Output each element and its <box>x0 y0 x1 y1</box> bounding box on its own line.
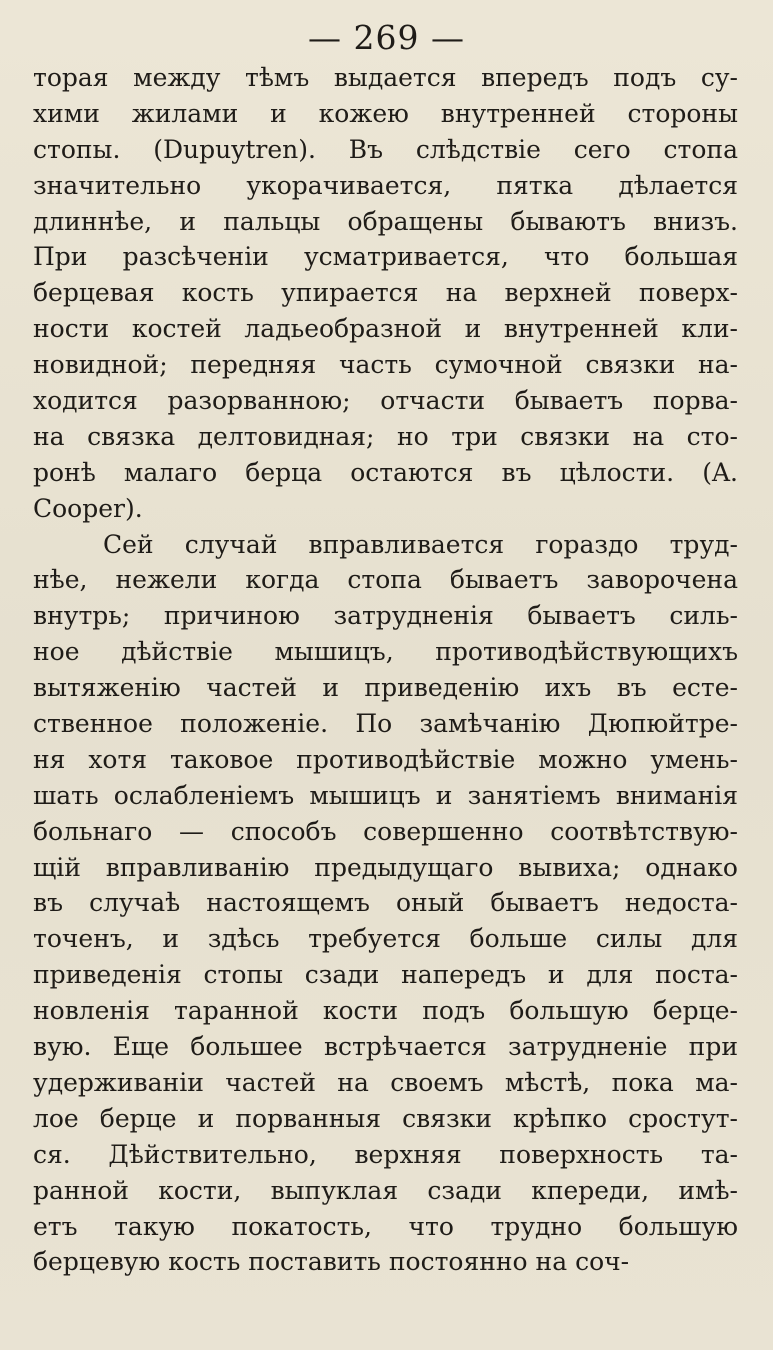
text-line: значительно укорачивается, пятка дѣлается <box>33 170 738 200</box>
text-line: етъ такую покатость, что трудно большую <box>33 1211 738 1241</box>
text-line: берцевая кость упирается на верхней поверх- <box>33 278 738 308</box>
text-line: хими жилами и кожею внутренней стороны <box>33 98 738 128</box>
text-line: внутрь; причиною затрудненія бываетъ силь- <box>33 601 738 631</box>
text-line: ственное положеніе. По замѣчанію Дюпюйтре- <box>33 709 738 739</box>
text-line: больнаго — способъ совершенно соотвѣтствую- <box>33 816 738 846</box>
text-line: ное дѣйствіе мышицъ, противодѣйствующихъ <box>33 637 738 667</box>
text-line: удерживаніи частей на своемъ мѣстѣ, пока ма- <box>33 1067 738 1097</box>
text-line: ности костей ладьеобразной и внутренней кли- <box>33 314 738 344</box>
text-line: приведенія стопы сзади напередъ и для поста- <box>33 960 738 990</box>
text-line: Сей случай вправливается гораздо труд- <box>103 529 738 559</box>
text-line: ня хотя таковое противодѣйствіе можно умень- <box>33 744 738 774</box>
text-line: торая между тѣмъ выдается впередъ подъ су- <box>33 63 738 92</box>
text-line: лое берце и порванныя связки крѣпко сростут- <box>33 1103 738 1133</box>
text-line: ходится разорванною; отчасти бываетъ порва- <box>33 386 738 416</box>
text-line: стопы. (Dupuytren). Въ слѣдствіе сего стопа <box>33 134 738 164</box>
text-line: ронѣ малаго берца остаются въ цѣлости. (A. <box>33 457 738 487</box>
text-line: нѣе, нежели когда стопа бываетъ заворочена <box>33 565 738 595</box>
text-line: на связка делтовидная; но три связки на сто- <box>33 421 738 451</box>
text-line: точенъ, и здѣсь требуется больше силы для <box>33 924 738 954</box>
text-line: вытяженію частей и приведенію ихъ въ есте- <box>33 673 738 703</box>
text-line: въ случаѣ настоящемъ оный бываетъ недоста- <box>33 888 738 918</box>
text-line: новленія таранной кости подъ большую берце- <box>33 996 738 1026</box>
text-line: При разсѣченіи усматривается, что большая <box>33 242 738 272</box>
text-line: ранной кости, выпуклая сзади кпереди, имѣ- <box>33 1175 738 1205</box>
page-number: — 269 — <box>308 18 465 57</box>
body-text <box>33 60 738 1280</box>
text-line: ся. Дѣйствительно, верхняя поверхность та- <box>33 1139 738 1169</box>
text-line: Cooper). <box>33 493 143 523</box>
text-line: длиннѣе, и пальцы обращены бываютъ внизъ. <box>33 206 738 236</box>
text-line: щій вправливанію предыдущаго вывиха; однако <box>33 852 738 882</box>
text-line: новидной; передняя часть сумочной связки на- <box>33 350 738 380</box>
text-line: шать ослабленіемъ мышицъ и занятіемъ вниманія <box>33 780 738 810</box>
text-line: вую. Еще большее встрѣчается затрудненіе при <box>33 1032 738 1062</box>
text-line: берцевую кость поставить постоянно на соч- <box>33 1247 630 1277</box>
